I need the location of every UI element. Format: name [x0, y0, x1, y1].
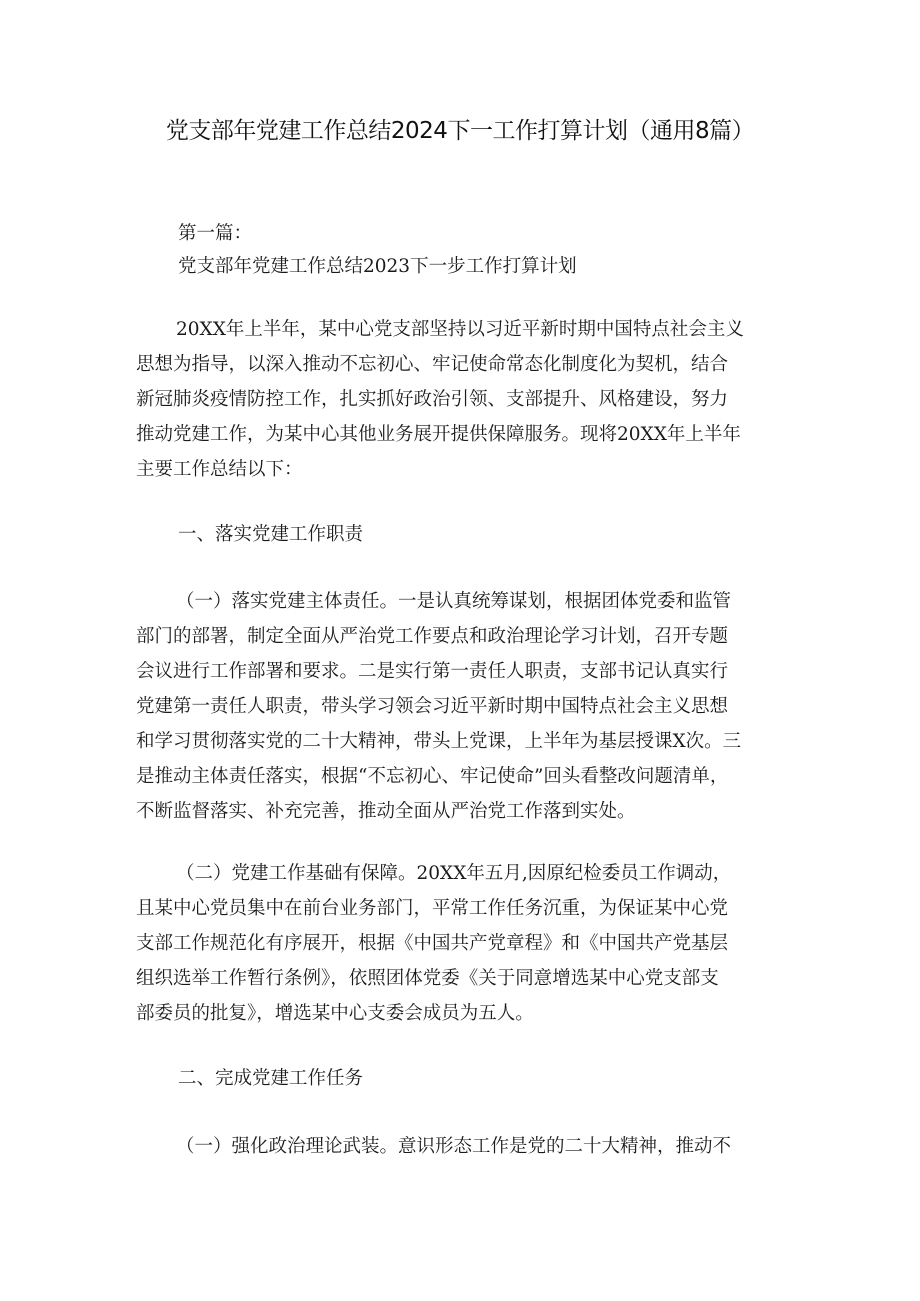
- paragraph-line: 支部工作规范化有序展开，根据《中国共产党章程》和《中国共产党基层: [136, 933, 729, 954]
- paragraph-line: 思想为指导，以深入推动不忘初心、牢记使命常态化制度化为契机，结合: [136, 354, 729, 375]
- paragraph-line: 是推动主体责任落实，根据“不忘初心、牢记使命”回头看整改问题清单，: [136, 766, 729, 787]
- section2-paragraph-1: [136, 1129, 786, 1164]
- paragraph-line: 会议进行工作部署和要求。二是实行第一责任人职责，支部书记认真实行: [136, 661, 729, 682]
- paragraph-line: 且某中心党员集中在前台业务部门，平常工作任务沉重，为保证某中心党: [136, 898, 729, 919]
- paragraph-line: 主要工作总结以下：: [136, 459, 303, 480]
- section1-paragraph-2: [136, 856, 786, 1031]
- paragraph-line: 党建第一责任人职责，带头学习领会习近平新时期中国特点社会主义思想: [136, 696, 729, 717]
- paragraph-line: 不断监督落实、补充完善，推动全面从严治党工作落到实处。: [136, 801, 636, 822]
- paragraph-line: 部门的部署，制定全面从严治党工作要点和政治理论学习计划，召开专题: [136, 626, 729, 647]
- paragraph-line: （一）强化政治理论武装。意识形态工作是党的二十大精神，推动不: [176, 1136, 732, 1157]
- paragraph-line: 部委员的批复》，增选某中心支委会成员为五人。: [136, 1003, 534, 1024]
- paragraph-line: 和学习贯彻落实党的二十大精神，带头上党课，上半年为基层授课X次。三: [136, 731, 742, 752]
- paragraph-line: （一）落实党建主体责任。一是认真统筹谋划，根据团体党委和监管: [176, 591, 732, 612]
- paragraph-line: 新冠肺炎疫情防控工作，扎实抓好政治引领、支部提升、风格建设，努力: [136, 389, 729, 410]
- intro-paragraph: [136, 312, 786, 487]
- paragraph-line: 组织选举工作暂行条例》，依照团体党委《关于同意增选某中心党支部支: [136, 968, 719, 989]
- section1-paragraph-1: [136, 584, 786, 829]
- section-heading-1: 一、落实党建工作职责: [178, 524, 364, 545]
- paragraph-line: 推动党建工作，为某中心其他业务展开提供保障服务。现将20XX年上半年: [136, 424, 741, 445]
- chapter-title: 党支部年党建工作总结2023下一步工作打算计划: [178, 256, 577, 277]
- chapter-label: 第一篇：: [178, 223, 253, 244]
- section-heading-2: 二、完成党建工作任务: [178, 1068, 364, 1089]
- paragraph-line: 20XX年上半年，某中心党支部坚持以习近平新时期中国特点社会主义: [176, 319, 744, 340]
- document-title: 党支部年党建工作总结2024下一工作打算计划（通用8篇）: [165, 118, 755, 144]
- paragraph-line: （二）党建工作基础有保障。20XX年五月,因原纪检委员工作调动，: [176, 863, 732, 884]
